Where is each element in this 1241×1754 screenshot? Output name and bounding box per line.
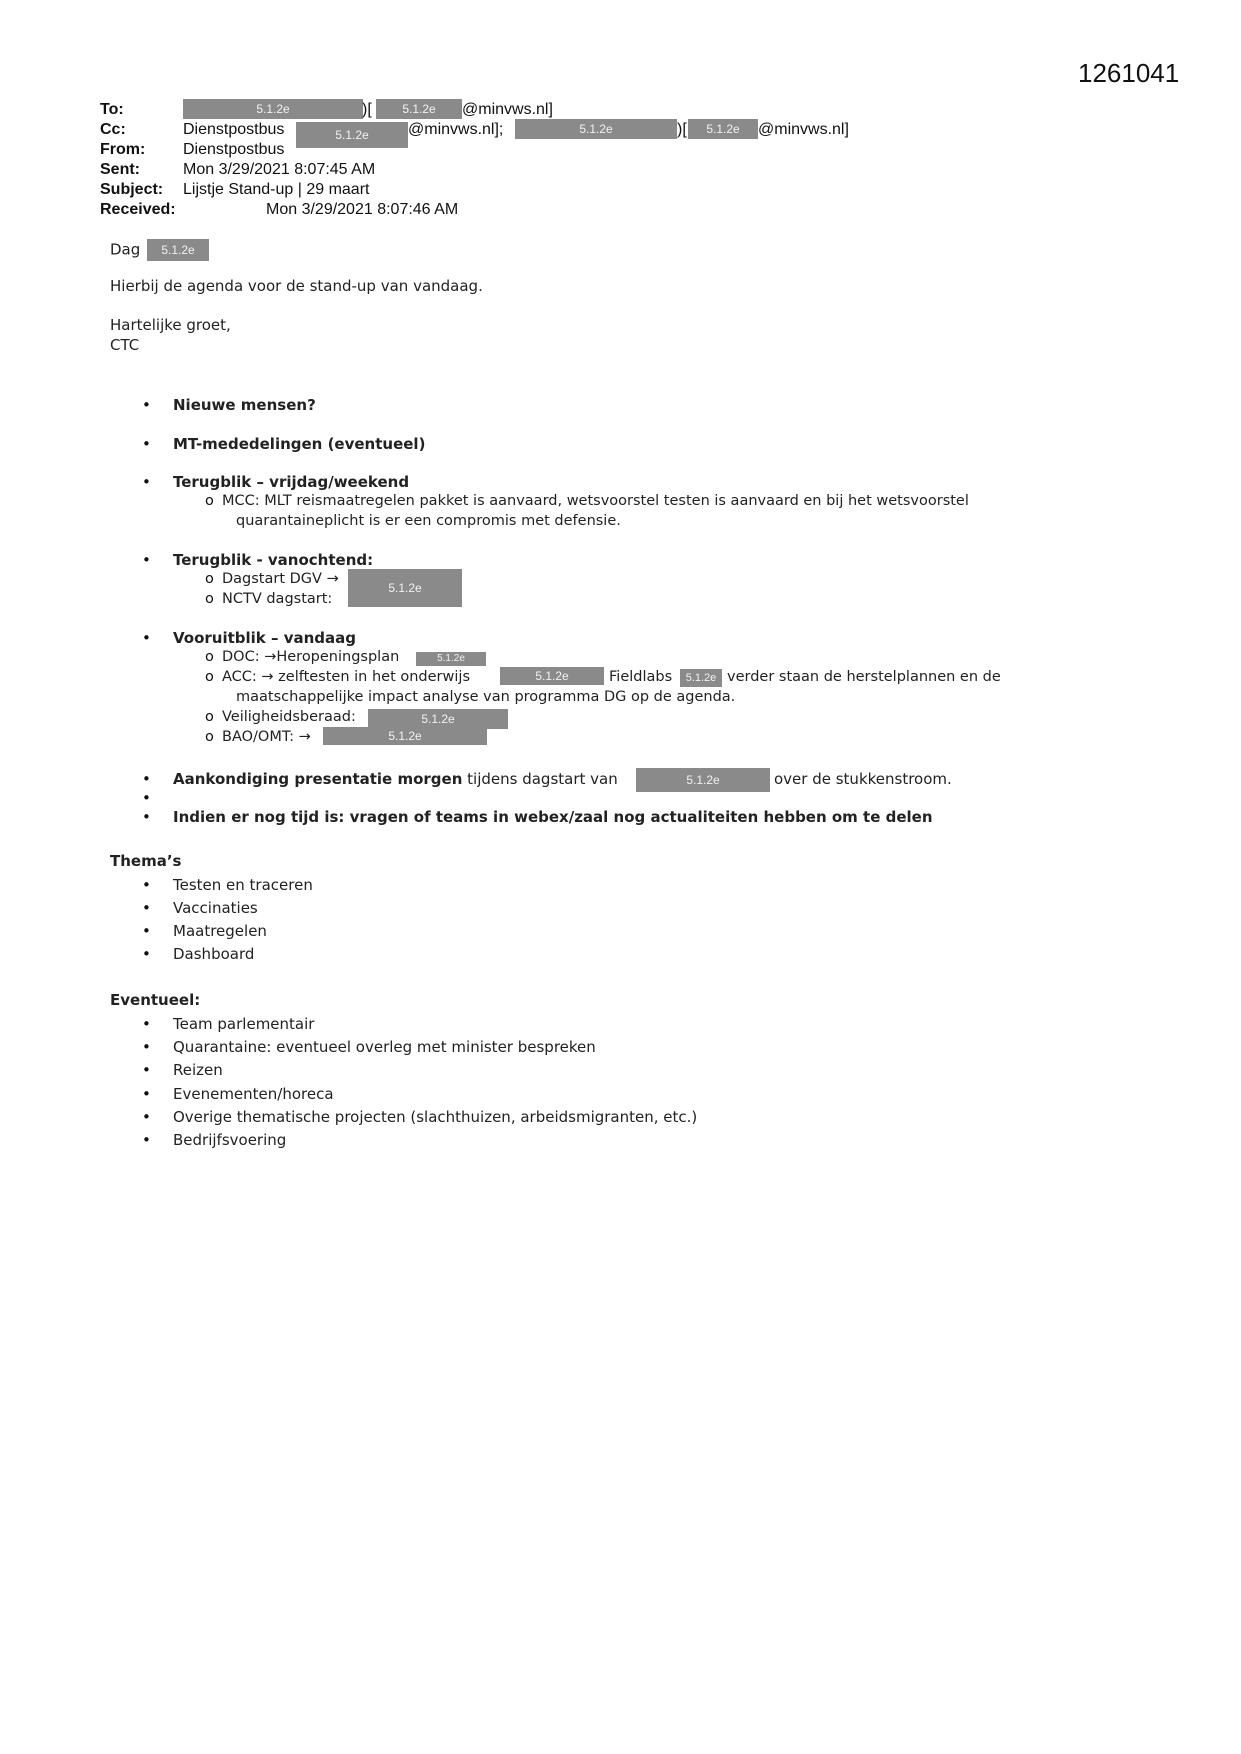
bullet: • [142, 473, 151, 491]
list-item: Dashboard [173, 945, 255, 963]
bullet: • [142, 435, 151, 453]
document-number: 1261041 [1078, 58, 1180, 88]
agenda-item-4-sub-1: Dagstart DGV → [222, 571, 339, 587]
greeting [110, 239, 209, 261]
agenda-item-5-sub-2b: Fieldlabs [609, 669, 673, 685]
subject-label: Subject: [100, 181, 164, 198]
cc-label: Cc: [100, 121, 126, 138]
list-item: Vaccinaties [173, 899, 258, 917]
sub-bullet: o [205, 649, 214, 665]
redaction-box: 5.1.2e [500, 667, 604, 685]
redaction-box: 5.1.2e [636, 768, 770, 792]
redaction-box: 5.1.2e [416, 652, 486, 666]
to-label: To: [100, 101, 124, 118]
bullet: • [142, 1038, 151, 1056]
bullet: • [142, 899, 151, 917]
sub-bullet: o [205, 709, 214, 725]
redaction-box: 5.1.2e [323, 727, 487, 745]
redaction-box: 5.1.2e [376, 99, 462, 119]
greeting-text: Dag [110, 240, 141, 259]
bullet: • [142, 770, 151, 788]
bullet: • [142, 551, 151, 569]
redaction-box: 5.1.2e [680, 669, 722, 687]
agenda-item-1: Nieuwe mensen? [173, 396, 316, 414]
bullet: • [142, 629, 151, 647]
agenda-item-6-bold: Aankondiging presentatie morgen [173, 770, 463, 788]
list-item: Overige thematische projecten (slachthuizen, arbeidsmigranten, etc.) [173, 1108, 698, 1126]
list-item: Bedrijfsvoering [173, 1131, 287, 1149]
agenda-item-6-text-1: tijdens dagstart van [467, 770, 618, 788]
eventueel-heading: Eventueel: [110, 991, 201, 1009]
subject-value: Lijstje Stand-up | 29 maart [183, 181, 370, 198]
list-item: Evenementen/horeca [173, 1085, 334, 1103]
to-domain: @minvws.nl] [462, 101, 553, 118]
bullet: • [142, 396, 151, 414]
agenda-item-5-sub-2a: ACC: → zelftesten in het onderwijs [222, 669, 470, 685]
bullet: • [142, 789, 151, 807]
sub-bullet: o [205, 493, 214, 509]
from-name: Dienstpostbus [183, 141, 285, 158]
themas-heading: Thema’s [110, 852, 182, 870]
redaction-box: 5.1.2e [348, 569, 462, 607]
agenda-item-5-sub-3: Veiligheidsberaad: [222, 709, 356, 725]
sub-bullet: o [205, 591, 214, 607]
agenda-item-4-sub-2: NCTV dagstart: [222, 591, 333, 607]
redaction-box: 5.1.2e [147, 239, 209, 261]
closing-greeting: Hartelijke groet, [110, 316, 231, 334]
bullet: • [142, 808, 151, 826]
received-value: Mon 3/29/2021 8:07:46 AM [266, 201, 459, 218]
bullet: • [142, 1131, 151, 1149]
list-item: Quarantaine: eventueel overleg met minister bespreken [173, 1038, 596, 1056]
list-item: Team parlementair [173, 1015, 315, 1033]
sent-label: Sent: [100, 161, 140, 178]
sent-value: Mon 3/29/2021 8:07:45 AM [183, 161, 376, 178]
cc-domain-1: @minvws.nl]; [408, 121, 504, 138]
from-label: From: [100, 141, 146, 158]
agenda-item-6-text-2: over de stukkenstroom. [774, 770, 952, 788]
redaction-box: 5.1.2e [183, 99, 363, 119]
agenda-item-4: Terugblik - vanochtend: [173, 551, 374, 569]
redaction-box: 5.1.2e [296, 122, 408, 148]
agenda-item-5-sub-2c: verder staan de herstelplannen en de [727, 669, 1001, 685]
agenda-item-5-sub-1: DOC: →Heropeningsplan [222, 649, 400, 665]
agenda-item-5-sub-2-cont: maatschappelijke impact analyse van programma DG op de agenda. [236, 689, 736, 705]
agenda-item-2: MT-mededelingen (eventueel) [173, 435, 426, 453]
intro-text: Hierbij de agenda voor de stand-up van vandaag. [110, 277, 483, 295]
to-separator: )[ [362, 101, 372, 118]
agenda-item-5-sub-4: BAO/OMT: → [222, 729, 311, 745]
closing-signature: CTC [110, 336, 140, 354]
redaction-box: 5.1.2e [515, 119, 677, 139]
sub-bullet: o [205, 571, 214, 587]
received-label: Received: [100, 201, 176, 218]
cc-separator: )[ [677, 121, 687, 138]
bullet: • [142, 1085, 151, 1103]
bullet: • [142, 945, 151, 963]
cc-name: Dienstpostbus [183, 121, 285, 138]
bullet: • [142, 876, 151, 894]
agenda-item-3-sub-1: MCC: MLT reismaatregelen pakket is aanvaard, wetsvoorstel testen is aanvaard en bij het wetsvoorstel [222, 493, 969, 509]
redaction-box: 5.1.2e [368, 709, 508, 729]
list-item: Testen en traceren [173, 876, 313, 894]
bullet: • [142, 1061, 151, 1079]
agenda-item-3-sub-1-cont: quarantaineplicht is er een compromis met defensie. [236, 513, 621, 529]
sub-bullet: o [205, 729, 214, 745]
agenda-item-5: Vooruitblik – vandaag [173, 629, 357, 647]
list-item: Maatregelen [173, 922, 267, 940]
agenda-item-8: Indien er nog tijd is: vragen of teams in webex/zaal nog actualiteiten hebben om te delen [173, 808, 933, 826]
agenda-item-6 [173, 770, 618, 788]
agenda-item-3: Terugblik – vrijdag/weekend [173, 473, 410, 491]
bullet: • [142, 1015, 151, 1033]
redaction-box: 5.1.2e [688, 119, 758, 139]
bullet: • [142, 1108, 151, 1126]
cc-domain-2: @minvws.nl] [758, 121, 849, 138]
bullet: • [142, 922, 151, 940]
list-item: Reizen [173, 1061, 223, 1079]
sub-bullet: o [205, 669, 214, 685]
